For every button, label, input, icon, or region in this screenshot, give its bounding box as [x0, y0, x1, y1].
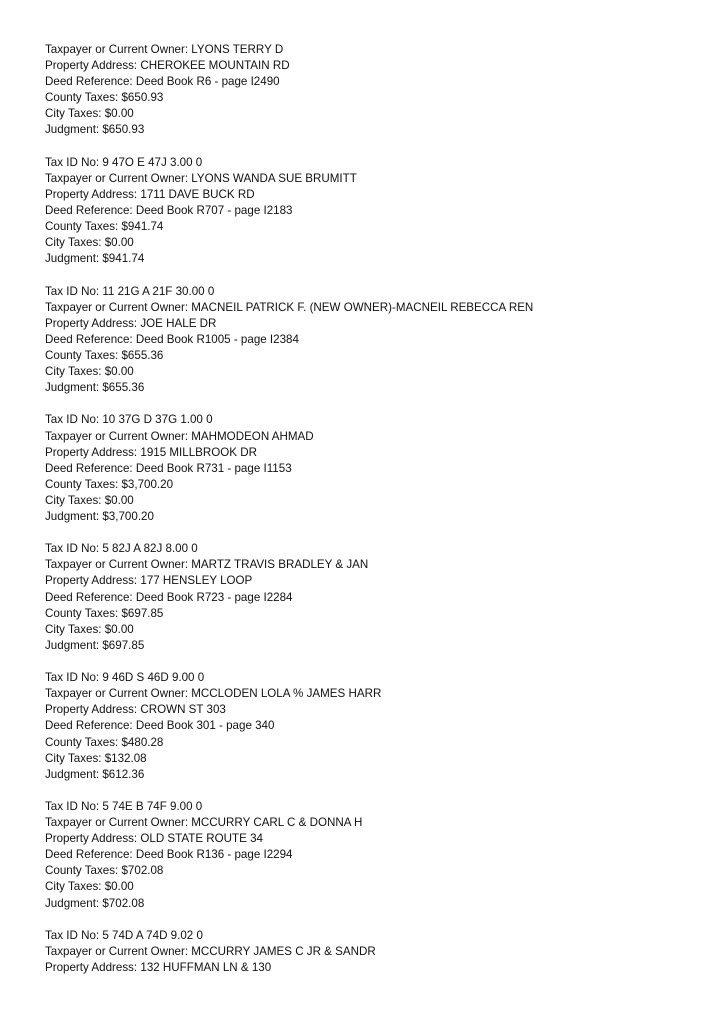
- taxpayer-line: Taxpayer or Current Owner: MCCURRY CARL C & DONNA H: [45, 816, 363, 830]
- tax-record: [45, 412, 705, 525]
- tax-id-line: Tax ID No: 5 82J A 82J 8.00 0: [45, 542, 198, 556]
- deed-reference-line: Deed Reference: Deed Book R707 - page I2183: [45, 204, 293, 218]
- document-page: [45, 42, 705, 976]
- judgment-line: Judgment: $650.93: [45, 123, 145, 137]
- county-taxes-line: County Taxes: $702.08: [45, 864, 164, 878]
- tax-record: [45, 928, 705, 976]
- deed-reference-line: Deed Reference: Deed Book R723 - page I2284: [45, 590, 293, 604]
- county-taxes-line: County Taxes: $655.36: [45, 348, 164, 362]
- property-address-line: Property Address: CROWN ST 303: [45, 703, 226, 717]
- property-address-line: Property Address: 1915 MILLBROOK DR: [45, 445, 257, 459]
- taxpayer-line: Taxpayer or Current Owner: MCCURRY JAMES C JR & SANDR: [45, 944, 376, 958]
- tax-id-line: Tax ID No: 10 37G D 37G 1.00 0: [45, 413, 213, 427]
- city-taxes-line: City Taxes: $0.00: [45, 622, 134, 636]
- deed-reference-line: Deed Reference: Deed Book R1005 - page I2384: [45, 332, 299, 346]
- county-taxes-line: County Taxes: $480.28: [45, 735, 164, 749]
- tax-record: [45, 284, 705, 397]
- city-taxes-line: City Taxes: $0.00: [45, 365, 134, 379]
- tax-id-line: Tax ID No: 11 21G A 21F 30.00 0: [45, 284, 215, 298]
- city-taxes-line: City Taxes: $0.00: [45, 236, 134, 250]
- city-taxes-line: City Taxes: $132.08: [45, 751, 147, 765]
- judgment-line: Judgment: $612.36: [45, 767, 145, 781]
- county-taxes-line: County Taxes: $697.85: [45, 606, 164, 620]
- tax-record: [45, 155, 705, 268]
- taxpayer-line: Taxpayer or Current Owner: MACNEIL PATRICK F. (NEW OWNER)-MACNEIL REBECCA REN: [45, 300, 534, 314]
- county-taxes-line: County Taxes: $3,700.20: [45, 477, 174, 491]
- city-taxes-line: City Taxes: $0.00: [45, 880, 134, 894]
- tax-id-line: Tax ID No: 9 46D S 46D 9.00 0: [45, 671, 205, 685]
- judgment-line: Judgment: $3,700.20: [45, 510, 154, 523]
- deed-reference-line: Deed Reference: Deed Book 301 - page 340: [45, 719, 275, 733]
- deed-reference-line: Deed Reference: Deed Book R731 - page I1153: [45, 461, 292, 475]
- city-taxes-line: City Taxes: $0.00: [45, 493, 134, 507]
- tax-record: [45, 42, 705, 139]
- judgment-line: Judgment: $697.85: [45, 638, 145, 652]
- taxpayer-line: Taxpayer or Current Owner: MARTZ TRAVIS BRADLEY & JAN: [45, 558, 369, 572]
- city-taxes-line: City Taxes: $0.00: [45, 107, 134, 121]
- property-address-line: Property Address: CHEROKEE MOUNTAIN RD: [45, 59, 290, 73]
- deed-reference-line: Deed Reference: Deed Book R136 - page I2294: [45, 848, 293, 862]
- property-address-line: Property Address: OLD STATE ROUTE 34: [45, 832, 263, 846]
- tax-id-line: Tax ID No: 5 74E B 74F 9.00 0: [45, 799, 203, 813]
- taxpayer-line: Taxpayer or Current Owner: LYONS TERRY D: [45, 43, 284, 56]
- county-taxes-line: County Taxes: $650.93: [45, 91, 164, 105]
- taxpayer-line: Taxpayer or Current Owner: MAHMODEON AHMAD: [45, 429, 314, 443]
- deed-reference-line: Deed Reference: Deed Book R6 - page I2490: [45, 75, 280, 89]
- county-taxes-line: County Taxes: $941.74: [45, 220, 164, 234]
- tax-id-line: Tax ID No: 9 47O E 47J 3.00 0: [45, 155, 203, 169]
- judgment-line: Judgment: $941.74: [45, 252, 145, 266]
- tax-id-line: Tax ID No: 5 74D A 74D 9.02 0: [45, 928, 203, 942]
- tax-record: [45, 541, 705, 654]
- judgment-line: Judgment: $702.08: [45, 896, 145, 910]
- tax-record: [45, 799, 705, 912]
- tax-record: [45, 670, 705, 783]
- judgment-line: Judgment: $655.36: [45, 381, 145, 395]
- property-address-line: Property Address: 1711 DAVE BUCK RD: [45, 187, 255, 201]
- property-address-line: Property Address: JOE HALE DR: [45, 316, 217, 330]
- property-address-line: Property Address: 132 HUFFMAN LN & 130: [45, 961, 272, 974]
- taxpayer-line: Taxpayer or Current Owner: MCCLODEN LOLA % JAMES HARR: [45, 687, 382, 701]
- property-address-line: Property Address: 177 HENSLEY LOOP: [45, 574, 253, 588]
- taxpayer-line: Taxpayer or Current Owner: LYONS WANDA SUE BRUMITT: [45, 171, 357, 185]
